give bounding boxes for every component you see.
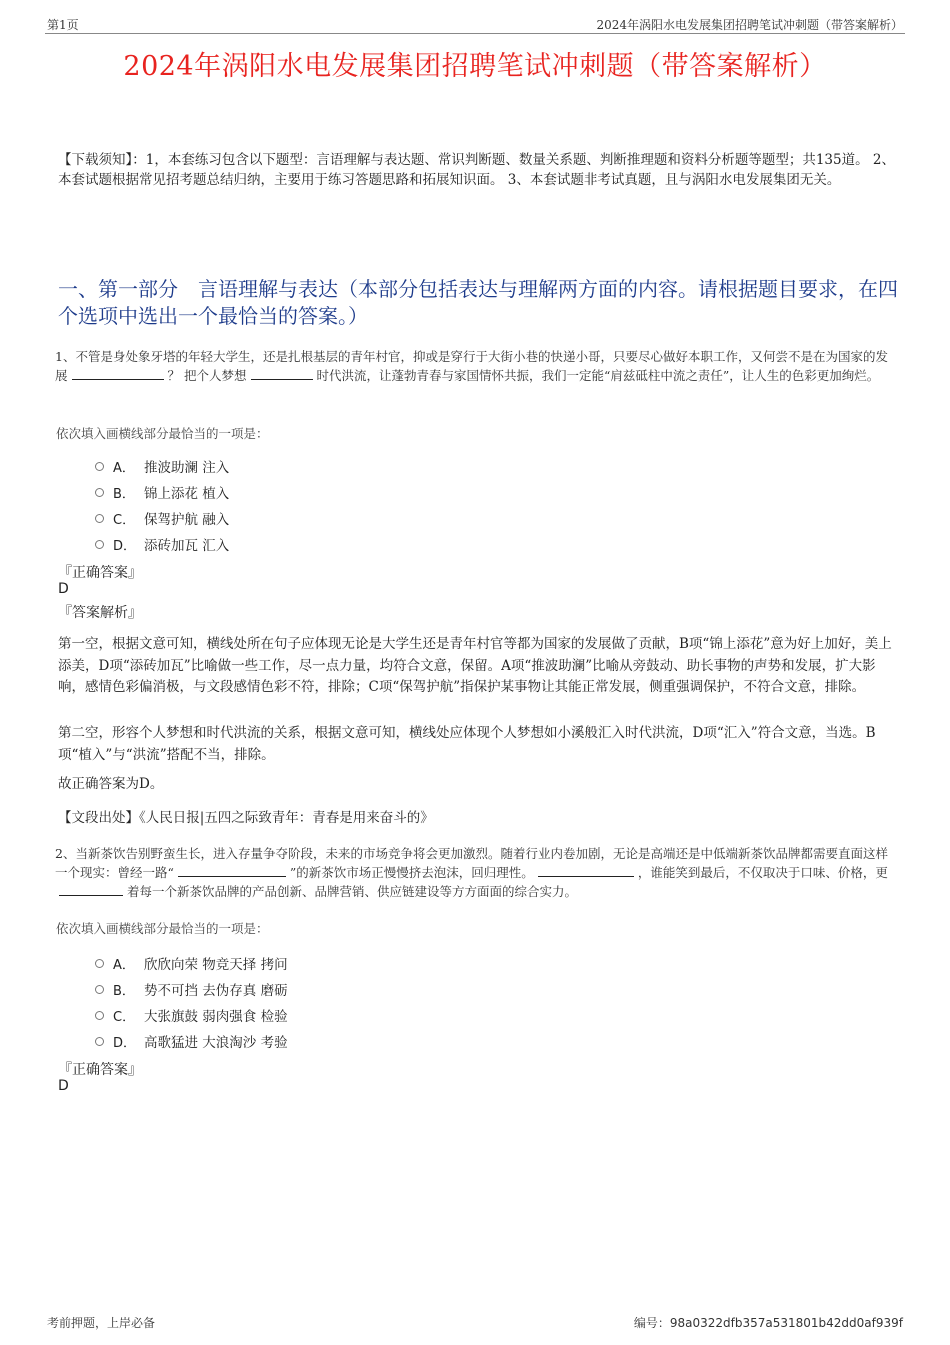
radio-icon[interactable] <box>95 959 104 968</box>
q2-stem-part-a: 2、当新茶饮告别野蛮生长，进入存量争夺阶段，未来的市场竞争将会更加激烈。随着行业内卷加剧，无论是高端还是中低端新茶饮品牌都需要直面这样一个现实：曾经一路“ <box>55 846 888 880</box>
option-letter: D． <box>113 538 137 554</box>
radio-icon[interactable] <box>95 1011 104 1020</box>
footer-slogan: 考前押题，上岸必备 <box>47 1316 156 1330</box>
q1-stem-part-a: 1、不管是身处象牙塔的年轻大学生，还是扎根基层的青年村官，抑或是穿行于大街小巷的快递小哥，只要尽心做好本职工作，又何尝不是在为国家的发展 <box>55 349 888 383</box>
q1-blank-1 <box>72 367 164 380</box>
document-title: 2024年涡阳水电发展集团招聘笔试冲刺题（带答案解析） <box>123 51 827 82</box>
question-2-stem <box>55 844 900 901</box>
q1-blank-2 <box>251 367 313 380</box>
radio-icon[interactable] <box>95 488 104 497</box>
option-text: 势不可挡 去伪存真 磨砺 <box>144 983 288 999</box>
option-letter: D． <box>113 1035 137 1051</box>
radio-icon[interactable] <box>95 540 104 549</box>
q1-answer-label: 『正确答案』 <box>58 565 142 581</box>
q1-stem-part-b: ？ 把个人梦想 <box>167 368 247 383</box>
header-divider <box>45 33 905 34</box>
q2-answer: D <box>58 1078 69 1094</box>
q1-analysis-conclusion: 故正确答案为D。 <box>58 776 164 792</box>
q2-option-a[interactable] <box>95 953 288 973</box>
q2-blank-2 <box>538 864 634 877</box>
footer-code-value: 98a0322dfb357a531801b42dd0af939f <box>669 1316 903 1330</box>
q1-prompt: 依次填入画横线部分最恰当的一项是： <box>56 426 269 441</box>
page-number: 第1页 <box>47 18 79 32</box>
footer-code <box>634 1314 903 1331</box>
option-letter: A． <box>113 460 135 476</box>
download-notice: 【下载须知】：1，本套练习包含以下题型：言语理解与表达题、常识判断题、数量关系题、判断推理题和资料分析题等题型；共135道。 2、本套试题根据常见招考题总结归纳，主要用于练习答题思路和拓展知识面。 3、本套试题非考试真题，且与涡阳水电发展集团无关。 <box>58 152 895 188</box>
radio-icon[interactable] <box>95 514 104 523</box>
q2-answer-label: 『正确答案』 <box>58 1062 142 1078</box>
question-1-stem <box>55 347 900 385</box>
q1-analysis-para-1: 第一空，根据文意可知，横线处所在句子应体现无论是大学生还是青年村官等都为国家的发展做了贡献，B项“锦上添花”意为好上加好，美上添美，D项“添砖加瓦”比喻做一些工作，尽一点力量，均符合文意，保留。A项“推波助澜”比喻从旁鼓动、助长事物的声势和发展，扩大影响，感情色彩偏消极，与文段感情色彩不符，排除；C项“保驾护航”指保护某事物让其能正常发展，侧重强调保护，不符合文意，排除。 <box>58 636 892 695</box>
option-letter: C． <box>113 1009 136 1025</box>
q2-option-b[interactable] <box>95 979 288 999</box>
q1-source: 【文段出处】《人民日报|五四之际致青年：青春是用来奋斗的》 <box>58 810 434 826</box>
q1-stem-part-c: 时代洪流，让蓬勃青春与家国情怀共振，我们一定能“肩兹砥柱中流之责任”，让人生的色彩更加绚烂。 <box>316 368 880 383</box>
option-text: 保驾护航 融入 <box>144 512 230 528</box>
option-text: 锦上添花 植入 <box>144 486 230 502</box>
section-heading: 一、第一部分 言语理解与表达（本部分包括表达与理解两方面的内容。请根据题目要求，在四个选项中选出一个最恰当的答案。） <box>58 277 898 328</box>
q1-analysis-para-2: 第二空，形容个人梦想和时代洪流的关系，根据文意可知，横线处应体现个人梦想如小溪般汇入时代洪流，D项“汇入”符合文意，当选。B项“植入”与“洪流”搭配不当，排除。 <box>58 725 876 763</box>
option-text: 大张旗鼓 弱肉强食 检验 <box>144 1009 288 1025</box>
q2-stem-part-d: 着每一个新茶饮品牌的产品创新、品牌营销、供应链建设等方方面面的综合实力。 <box>127 884 578 899</box>
footer-code-label: 编号： <box>633 1316 670 1330</box>
running-header-title: 2024年涡阳水电发展集团招聘笔试冲刺题（带答案解析） <box>596 18 903 32</box>
radio-icon[interactable] <box>95 1037 104 1046</box>
q1-answer: D <box>58 581 69 597</box>
option-letter: C． <box>113 512 136 528</box>
option-text: 添砖加瓦 汇入 <box>144 538 230 554</box>
q1-analysis-label: 『答案解析』 <box>58 605 142 621</box>
option-text: 推波助澜 注入 <box>144 460 230 476</box>
q1-option-d[interactable] <box>95 534 229 554</box>
radio-icon[interactable] <box>95 985 104 994</box>
q2-blank-3 <box>59 883 123 896</box>
q2-option-d[interactable] <box>95 1031 288 1051</box>
option-letter: A． <box>113 957 135 973</box>
q1-option-a[interactable] <box>95 456 229 476</box>
option-letter: B． <box>113 486 135 502</box>
q2-blank-1 <box>178 864 286 877</box>
q2-option-c[interactable] <box>95 1005 288 1025</box>
q1-option-b[interactable] <box>95 482 229 502</box>
q2-stem-part-b: ”的新茶饮市场正慢慢挤去泡沫，回归理性。 <box>289 865 534 880</box>
option-text: 欣欣向荣 物竞天择 拷问 <box>144 957 288 973</box>
q2-prompt: 依次填入画横线部分最恰当的一项是： <box>56 921 269 936</box>
q1-option-c[interactable] <box>95 508 229 528</box>
option-text: 高歌猛进 大浪淘沙 考验 <box>144 1035 288 1051</box>
option-letter: B． <box>113 983 135 999</box>
q2-stem-part-c: ，谁能笑到最后，不仅取决于口味、价格，更 <box>637 865 888 880</box>
radio-icon[interactable] <box>95 462 104 471</box>
